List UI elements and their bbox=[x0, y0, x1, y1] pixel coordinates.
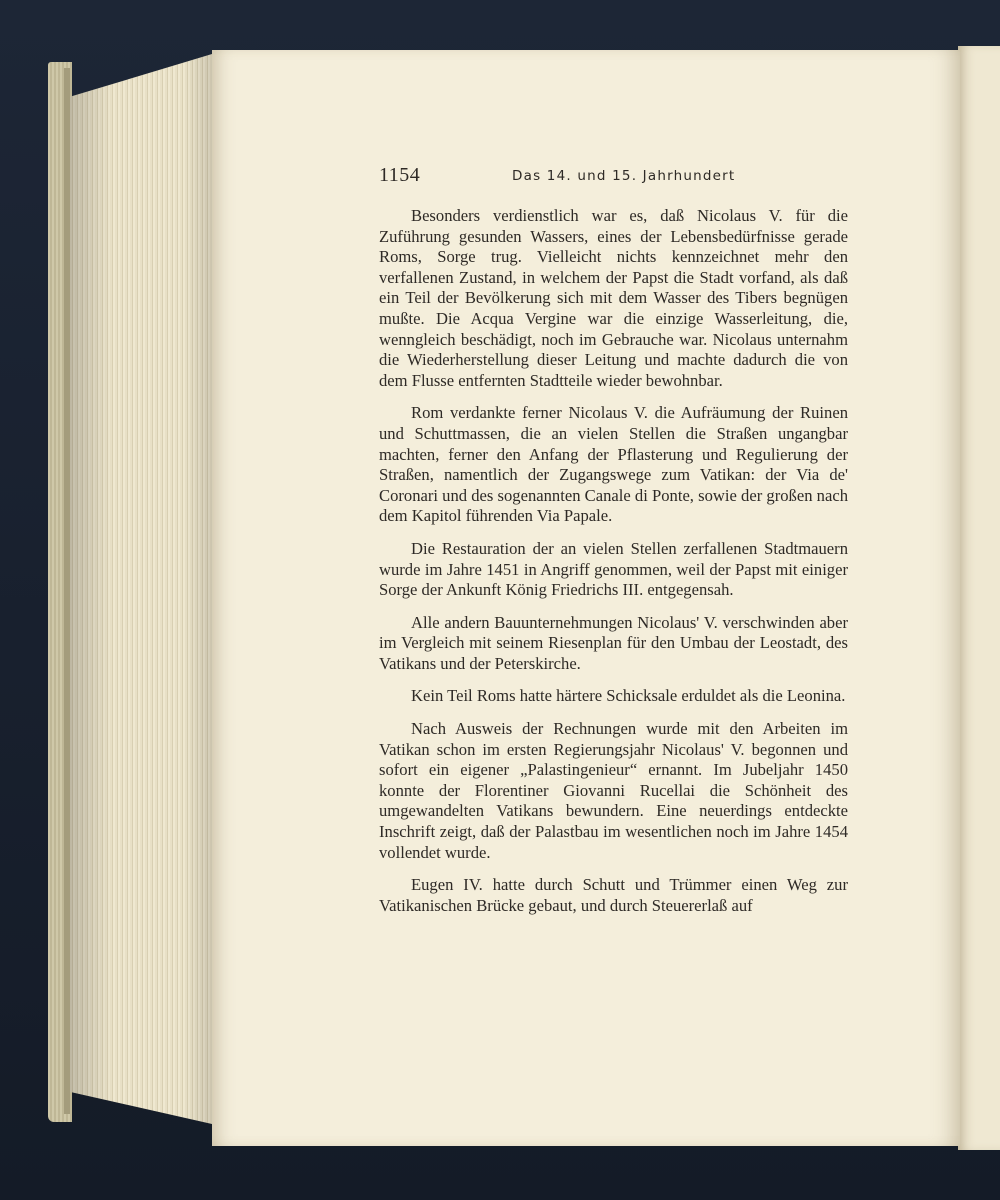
page-header bbox=[379, 164, 848, 194]
page-number: 1154 bbox=[379, 164, 421, 186]
book-cover-edge bbox=[64, 68, 70, 1114]
page-content bbox=[379, 164, 848, 928]
running-head: Das 14. und 15. Jahrhundert bbox=[512, 168, 736, 184]
paragraph: Eugen IV. hatte durch Schutt und Trümmer einen Weg zur Vatikanischen Brücke gebaut, und durch Steuererlaß auf bbox=[379, 875, 848, 915]
page-edges-shadow bbox=[70, 54, 212, 1124]
body-text bbox=[379, 206, 848, 916]
paragraph: Die Restauration der an vielen Stellen zerfallenen Stadtmauern wurde im Jahre 1451 in Angriff genommen, weil der Papst mit einiger Sorge der Ankunft König Friedrichs III. entgegensah. bbox=[379, 538, 848, 600]
paragraph: Alle andern Bauunternehmungen Nicolaus' V. verschwinden aber im Vergleich mit seinem Riesenplan für den Umbau der Leostadt, des Vatikans und der Peterskirche. bbox=[379, 612, 848, 673]
paragraph: Rom verdankte ferner Nicolaus V. die Aufräumung der Ruinen und Schuttmassen, die an vielen Stellen die Straßen ungangbar machten, ferner den Anfang der Pflasterung und Regulierung der Straßen, namentlich der Zugangswege zum Vatikan: der Via de' Coronari und des sogenannten Canale di Ponte, sowie der großen nach dem Kapitol führenden Via Papale. bbox=[379, 403, 848, 526]
facing-page-edge bbox=[958, 46, 1000, 1150]
paragraph: Nach Ausweis der Rechnungen wurde mit den Arbeiten im Vatikan schon im ersten Regierungsjahr Nicolaus' V. begonnen und sofort ein eigener „Palastingenieur“ ernannt. Im Jubeljahr 1450 konnte der Florentiner Giovanni Rucellai die Schönheit des umgewandelten Vatikans bewundern. Eine neuerdings entdeckte Inschrift zeigt, daß der Palastbau im wesentlichen noch im Jahre 1454 vollendet wurde. bbox=[379, 719, 848, 862]
paragraph: Besonders verdienstlich war es, daß Nicolaus V. für die Zuführung gesunden Wassers, eines der Lebensbedürfnisse gerade Roms, Sorge trug. Vielleicht nichts kennzeichnet mehr den verfallenen Zustand, in welchem der Papst die Stadt vorfand, als daß ein Teil der Bevölkerung sich mit dem Wasser des Tibers begnügen mußte. Die Acqua Vergine war die einzige Wasserleitung, die, wenngleich beschädigt, noch im Gebrauche war. Nicolaus unternahm die Wiederherstellung dieser Leitung und machte dadurch die von dem Flusse entfernten Stadtteile wieder bewohnbar. bbox=[379, 206, 848, 390]
paragraph: Kein Teil Roms hatte härtere Schicksale erduldet als die Leonina. bbox=[411, 686, 846, 706]
